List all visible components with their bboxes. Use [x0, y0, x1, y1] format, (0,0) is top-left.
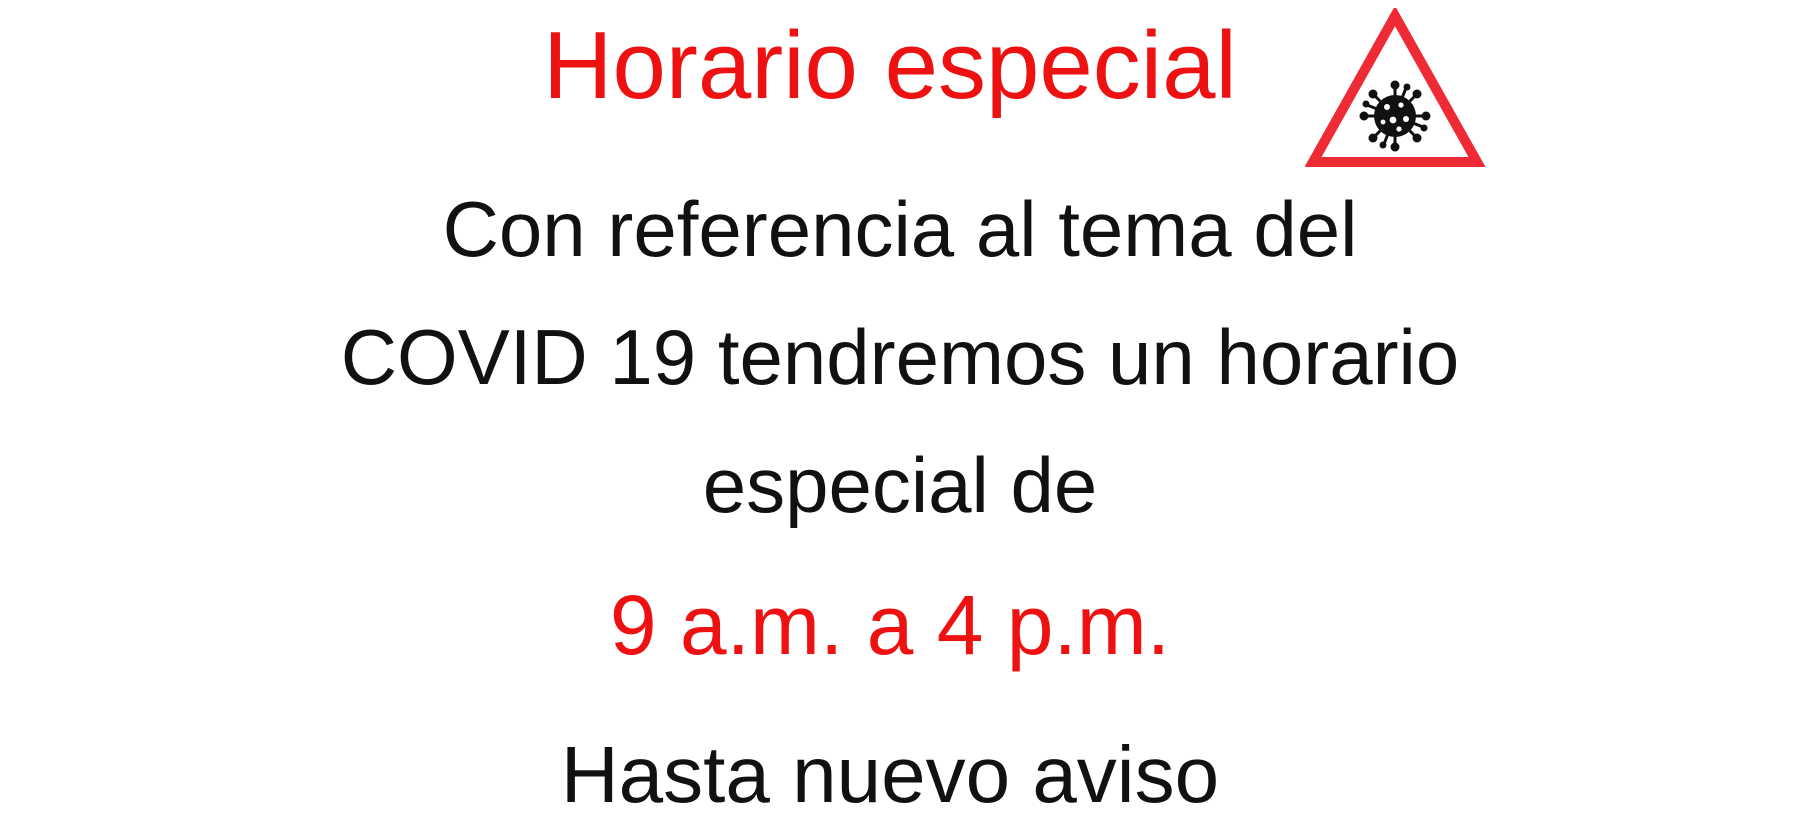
- notice-title: Horario especial: [543, 12, 1237, 119]
- virus-warning-triangle-icon: [1305, 8, 1485, 170]
- notice-body-line-2: COVID 19 tendremos un horario: [340, 313, 1460, 401]
- notice-body-line-3: especial de: [702, 441, 1098, 529]
- notice-until: Hasta nuevo aviso: [560, 730, 1220, 819]
- virus-icon: [1360, 81, 1431, 152]
- notice-body-line-1: Con referencia al tema del: [442, 185, 1358, 273]
- notice-hours: 9 a.m. a 4 p.m.: [609, 578, 1171, 672]
